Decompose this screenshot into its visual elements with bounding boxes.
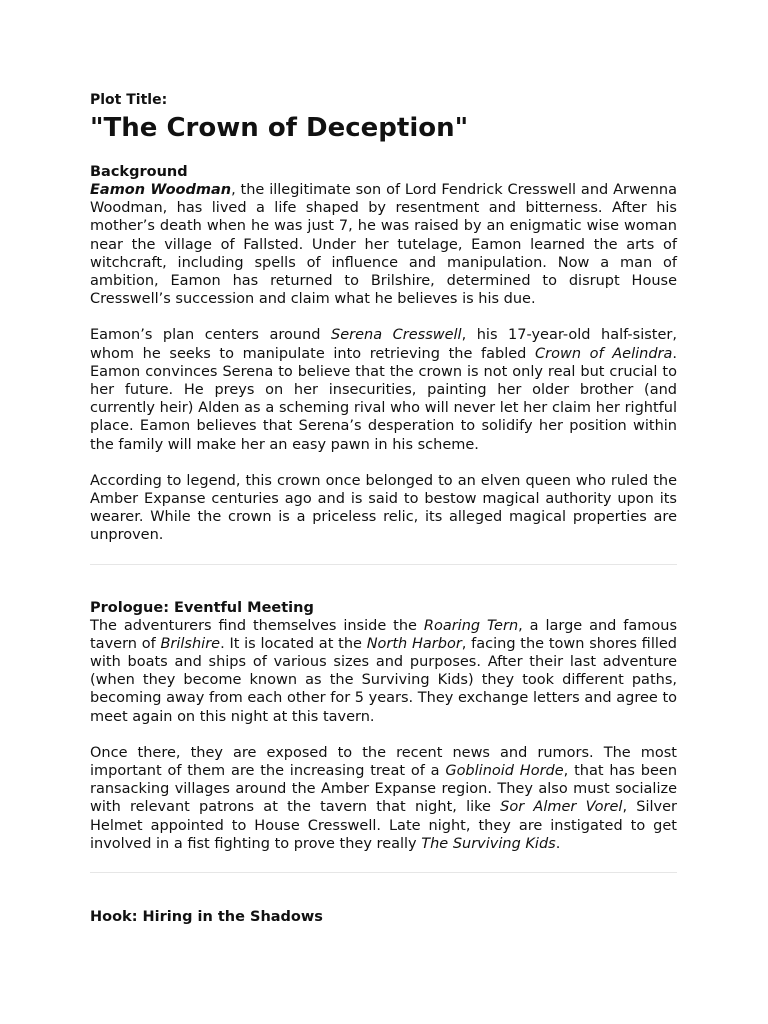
document-title: "The Crown of Deception"	[90, 113, 469, 143]
background-paragraph-1: Eamon Woodman, the illegitimate son of Lord Fendrick Cresswell and Arwenna Woodman, has lived a life shaped by resentment and bitterness. After his mother’s death when he was just 7, he was raised by an enigmatic wise woman near the village of Fallsted. Under her tutelage, Eamon learned the arts of witchcraft, including spells of influence and manipulation. Now a man of ambition, Eamon has returned to Brilshire, determined to disrupt House Cresswell’s succession and claim what he believes is his due.	[90, 182, 677, 308]
section-divider	[90, 872, 677, 873]
place-name-harbor: North Harbor	[366, 635, 462, 652]
group-name-surviving-kids: The Surviving Kids	[421, 835, 556, 852]
background-paragraph-2: Eamon’s plan centers around Serena Cresswell, his 17-year-old half-sister, whom he seeks to manipulate into retrieving the fabled Crown of Aelindra. Eamon convinces Serena to believe that the crown is not only real but crucial to her future. He preys on her insecurities, painting her older brother (and currently heir) Alden as a scheming rival who will never let her claim her rightful place. Eamon believes that Serena’s desperation to solidify her position within the family will make her an easy pawn in his scheme.	[90, 327, 677, 453]
prologue-paragraph-1: The adventurers find themselves inside the Roaring Tern, a large and famous tavern of Brilshire. It is located at the North Harbor, facing the town shores filled with boats and ships of various sizes and purposes. After their last adventure (when they become known as the Surviving Kids) they took different paths, becoming away from each other for 5 years. They exchange letters and agree to meet again on this night at this tavern.	[90, 617, 678, 725]
character-name-eamon: Eamon Woodman	[90, 182, 232, 198]
prologue-paragraph-2: Once there, they are exposed to the recent news and rumors. The most important of them are the increasing treat of a Goblinoid Horde, that has been ransacking villages around the Amber Expanse region. They also must socialize with relevant patrons at the tavern that night, like Sor Almer Vorel, Silver Helmet appointed to House Cresswell. Late night, they are instigated to get involved in a fist fighting to prove they really The Surviving Kids.	[90, 744, 678, 852]
artifact-name-crown: Crown of Aelindra	[535, 345, 673, 362]
faction-name-horde: Goblinoid Horde	[445, 763, 564, 780]
section-heading-background: Background	[90, 164, 188, 180]
section-heading-prologue: Prologue: Eventful Meeting	[90, 599, 314, 616]
section-heading-hook: Hook: Hiring in the Shadows	[90, 909, 323, 926]
background-paragraph-3: According to legend, this crown once belonged to an elven queen who ruled the Amber Expanse centuries ago and is said to bestow magical authority upon its wearer. While the crown is a priceless relic, its alleged magical properties are unproven.	[90, 472, 677, 544]
document-page	[90, 92, 677, 926]
place-name-town: Brilshire	[160, 635, 221, 652]
place-name-tavern: Roaring Tern	[423, 617, 519, 634]
section-divider	[90, 564, 677, 565]
plot-title-label: Plot Title:	[90, 92, 168, 108]
character-name-serena: Serena Cresswell	[331, 327, 462, 344]
character-name-almer: Sor Almer Vorel	[500, 799, 623, 816]
